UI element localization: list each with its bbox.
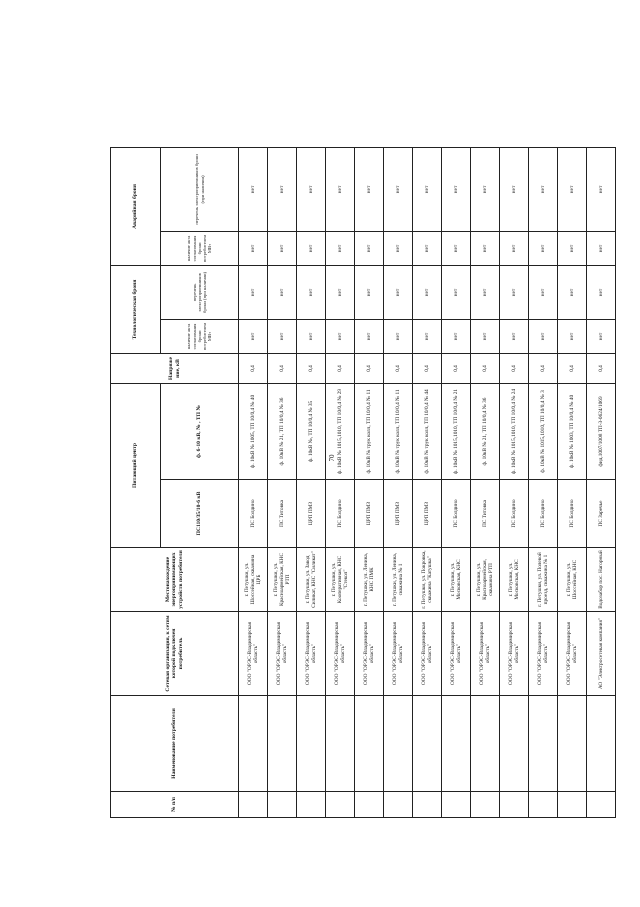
header-row-1 — [111, 147, 161, 817]
header-tech: Технологическая броня — [111, 265, 161, 353]
cell-ps: ЦРП ПМЗ — [384, 480, 413, 548]
table-row — [442, 147, 471, 817]
cell-feeder: ф. 10кВ № трук колл, ТП 10/0,4 № 11 — [384, 383, 413, 479]
cell-num — [529, 792, 558, 818]
cell-name — [471, 696, 500, 792]
header-voltage: Напряжение, кВ — [111, 353, 239, 383]
header-emerg-act: наличие акта согласования брони потребителем МВт — [161, 231, 239, 265]
cell-voltage: 0,4 — [239, 353, 268, 383]
cell-emerg-act: нет — [500, 231, 529, 265]
cell-location: г. Петушки, ул. Шоссейная, скважина ЦРБ — [239, 548, 268, 612]
cell-location: г. Петушки, ул. Московская, КНС — [442, 548, 471, 612]
table-row — [500, 147, 529, 817]
consumer-table — [110, 147, 616, 818]
cell-tech-act: нет — [268, 319, 297, 353]
cell-tech-list: нет — [442, 265, 471, 319]
cell-tech-act: нет — [326, 319, 355, 353]
cell-ps: ПС Болдино — [558, 480, 587, 548]
cell-grid: ООО "ОРЭС-Владимирская область" — [297, 612, 326, 696]
cell-name — [326, 696, 355, 792]
cell-voltage: 0,4 — [587, 353, 616, 383]
cell-ps: ПС Болдино — [326, 480, 355, 548]
header-grid: Сетевая организация, к сетям которой подключен потребитель — [111, 612, 239, 696]
cell-name — [384, 696, 413, 792]
header-feed: Питающий центр — [111, 383, 161, 547]
cell-tech-act: нет — [500, 319, 529, 353]
cell-name — [268, 696, 297, 792]
cell-ps: ЦРП ПМЗ — [297, 480, 326, 548]
cell-num — [558, 792, 587, 818]
cell-tech-act: нет — [587, 319, 616, 353]
cell-ps: ПС Болдино — [442, 480, 471, 548]
cell-feeder: ф. 10кВ № трук колл, ТП 10/0,4 № 11 — [355, 383, 384, 479]
header-num: № п/п — [111, 792, 239, 818]
cell-emerg-act: нет — [413, 231, 442, 265]
cell-voltage: 0,4 — [268, 353, 297, 383]
table-row — [529, 147, 558, 817]
cell-feeder: ф. 10кВ № 1015,1010, ТП 10/0,4 № 21 — [442, 383, 471, 479]
cell-emerg-list: нет — [297, 147, 326, 231]
cell-tech-act: нет — [471, 319, 500, 353]
cell-grid: АО "Электросетевая компания" — [587, 612, 616, 696]
cell-name — [500, 696, 529, 792]
cell-voltage: 0,4 — [500, 353, 529, 383]
cell-tech-list: нет — [268, 265, 297, 319]
cell-num — [326, 792, 355, 818]
cell-location: г. Петушки, ул. Ленина, КНС ПМК — [355, 548, 384, 612]
table-row — [326, 147, 355, 817]
cell-voltage: 0,4 — [384, 353, 413, 383]
cell-location: г. Петушки, ул. Красноармейская, скважина РТП — [471, 548, 500, 612]
cell-tech-list: нет — [384, 265, 413, 319]
cell-ps: ЦРП ПМЗ — [355, 480, 384, 548]
cell-name — [355, 696, 384, 792]
cell-feeder: ф. 10кВ № 1015,1010, ТП 10/0,4 № 29 — [326, 383, 355, 479]
cell-emerg-act: нет — [442, 231, 471, 265]
cell-emerg-list: нет — [413, 147, 442, 231]
table-row — [268, 147, 297, 817]
cell-num — [268, 792, 297, 818]
cell-grid: ООО "ОРЭС-Владимирская область" — [529, 612, 558, 696]
cell-tech-act: нет — [297, 319, 326, 353]
cell-tech-act: нет — [558, 319, 587, 353]
cell-voltage: 0,4 — [442, 353, 471, 383]
cell-grid: ООО "ОРЭС-Владимирская область" — [442, 612, 471, 696]
cell-location: г. Петушки, ул. Шоссейная, КНС — [558, 548, 587, 612]
header-feeder: ф. 6-10 кВ, № , ТП № — [161, 383, 239, 479]
header-ps: ПС110/35/10-6 кВ — [161, 480, 239, 548]
cell-emerg-list: нет — [442, 147, 471, 231]
cell-emerg-list: нет — [529, 147, 558, 231]
cell-name — [558, 696, 587, 792]
table-row — [413, 147, 442, 817]
cell-ps: ПС Титовка — [471, 480, 500, 548]
table-body — [239, 147, 616, 817]
cell-voltage: 0,4 — [529, 353, 558, 383]
cell-location: г. Петушки, ул. Ленина, скважина № 1 — [384, 548, 413, 612]
table-row — [297, 147, 326, 817]
cell-grid: ООО "ОРЭС-Владимирская область" — [558, 612, 587, 696]
cell-voltage: 0,4 — [326, 353, 355, 383]
header-emerg: Аварийная броня — [111, 147, 161, 265]
cell-emerg-list: нет — [500, 147, 529, 231]
cell-name — [413, 696, 442, 792]
cell-location: г. Петушки, ул. Кооперативная, КНС "Стекол" — [326, 548, 355, 612]
cell-name — [587, 696, 616, 792]
header-tech-list: перечень электроприемников брони (при наличии) — [161, 265, 239, 319]
cell-emerg-act: нет — [239, 231, 268, 265]
cell-feeder: ф. 10кВ №, ТП 10/0,4 № 35 — [297, 383, 326, 479]
header-tech-act: наличие акта согласования брони потребителем МВт — [161, 319, 239, 353]
table-row — [558, 147, 587, 817]
cell-ps: ЦРП ПМЗ — [413, 480, 442, 548]
cell-num — [442, 792, 471, 818]
cell-voltage: 0,4 — [413, 353, 442, 383]
cell-grid: ООО "ОРЭС-Владимирская область" — [384, 612, 413, 696]
cell-num — [587, 792, 616, 818]
cell-emerg-act: нет — [471, 231, 500, 265]
cell-feeder: ф. 10кВ № 1003, ТП 10/0,4 № 40 — [558, 383, 587, 479]
cell-grid: ООО "ОРЭС-Владимирская область" — [413, 612, 442, 696]
cell-emerg-list: нет — [558, 147, 587, 231]
cell-num — [297, 792, 326, 818]
cell-tech-act: нет — [413, 319, 442, 353]
header-name: Наименование потребителя — [111, 696, 239, 792]
cell-voltage: 0,4 — [355, 353, 384, 383]
cell-tech-act: нет — [355, 319, 384, 353]
cell-feeder: ф. 10кВ № 21, ТП 10/0,4 № 36 — [268, 383, 297, 479]
cell-grid: ООО "ОРЭС-Владимирская область" — [326, 612, 355, 696]
cell-name — [239, 696, 268, 792]
cell-ps: ПС Болдино — [529, 480, 558, 548]
cell-tech-list: нет — [471, 265, 500, 319]
cell-tech-list: нет — [587, 265, 616, 319]
table-row — [471, 147, 500, 817]
cell-tech-act: нет — [529, 319, 558, 353]
header-location: Местонахождение энергопринимающих устройств потребителя — [111, 548, 239, 612]
cell-tech-list: нет — [558, 265, 587, 319]
cell-location: г. Петушки, ул. Покровка, скважина "Катушка" — [413, 548, 442, 612]
cell-num — [355, 792, 384, 818]
cell-voltage: 0,4 — [558, 353, 587, 383]
cell-num — [384, 792, 413, 818]
cell-feeder: ф. 10кВ № 1015,1010, ТП 10/0,4 № 24 — [500, 383, 529, 479]
cell-emerg-act: нет — [297, 231, 326, 265]
cell-grid: ООО "ОРЭС-Владимирская область" — [471, 612, 500, 696]
cell-emerg-list: нет — [587, 147, 616, 231]
cell-emerg-act: нет — [529, 231, 558, 265]
cell-name — [529, 696, 558, 792]
cell-emerg-list: нет — [326, 147, 355, 231]
cell-num — [413, 792, 442, 818]
cell-tech-list: нет — [500, 265, 529, 319]
cell-ps: ПС Заречье — [587, 480, 616, 548]
cell-voltage: 0,4 — [297, 353, 326, 383]
cell-ps: ПС Титовка — [268, 480, 297, 548]
cell-voltage: 0,4 — [471, 353, 500, 383]
cell-tech-act: нет — [384, 319, 413, 353]
cell-location: г. Петушки, ул. Полевой проезд, скважина № 1 — [529, 548, 558, 612]
cell-tech-list: нет — [529, 265, 558, 319]
cell-tech-list: нет — [355, 265, 384, 319]
cell-tech-list: нет — [413, 265, 442, 319]
cell-location: г. Петушки, ул. Московская, КНС — [500, 548, 529, 612]
cell-emerg-act: нет — [355, 231, 384, 265]
cell-feeder: фид.1007/1008 ТП-3-0624/1069 — [587, 383, 616, 479]
table-row — [239, 147, 268, 817]
cell-feeder: ф. 10кВ № 1005, ТП 10/0,4 № 40 — [239, 383, 268, 479]
cell-num — [471, 792, 500, 818]
cell-name — [297, 696, 326, 792]
table-row — [587, 147, 616, 817]
cell-tech-list: нет — [326, 265, 355, 319]
cell-feeder: ф. 10кВ № 21, ТП 10/0,4 № 36 — [471, 383, 500, 479]
cell-emerg-act: нет — [587, 231, 616, 265]
cell-grid: ООО "ОРЭС-Владимирская область" — [500, 612, 529, 696]
cell-emerg-list: нет — [268, 147, 297, 231]
cell-feeder: ф. 10кВ № 1015,1010, ТП 10/0,4 № 3 — [529, 383, 558, 479]
cell-tech-act: нет — [442, 319, 471, 353]
cell-tech-list: нет — [297, 265, 326, 319]
cell-feeder: ф. 10кВ № трук колл, ТП 10/0,4 № 44 — [413, 383, 442, 479]
cell-emerg-act: нет — [558, 231, 587, 265]
page-number: 70 — [328, 454, 336, 462]
cell-emerg-list: нет — [355, 147, 384, 231]
cell-emerg-act: нет — [384, 231, 413, 265]
cell-num — [500, 792, 529, 818]
cell-grid: ООО "ОРЭС-Владимирская область" — [239, 612, 268, 696]
cell-location: Водозабор пос. Нагорный — [587, 548, 616, 612]
table-row — [384, 147, 413, 817]
cell-emerg-list: нет — [384, 147, 413, 231]
cell-emerg-act: нет — [326, 231, 355, 265]
cell-grid: ООО "ОРЭС-Владимирская область" — [268, 612, 297, 696]
cell-tech-act: нет — [239, 319, 268, 353]
table-row — [355, 147, 384, 817]
cell-ps: ПС Болдино — [239, 480, 268, 548]
cell-location: г. Петушки, ул. Красноармейская, КНС РТП — [268, 548, 297, 612]
cell-name — [442, 696, 471, 792]
rotated-table-wrapper — [110, 148, 604, 818]
cell-location: г. Петушки, ул. Завод Силикат, КНС "Силикат" — [297, 548, 326, 612]
header-emerg-list: перечень электроприемников брони (при наличии) — [161, 147, 239, 231]
cell-ps: ПС Болдино — [500, 480, 529, 548]
cell-grid: ООО "ОРЭС-Владимирская область" — [355, 612, 384, 696]
cell-emerg-list: нет — [471, 147, 500, 231]
cell-tech-list: нет — [239, 265, 268, 319]
cell-emerg-list: нет — [239, 147, 268, 231]
cell-num — [239, 792, 268, 818]
cell-emerg-act: нет — [268, 231, 297, 265]
